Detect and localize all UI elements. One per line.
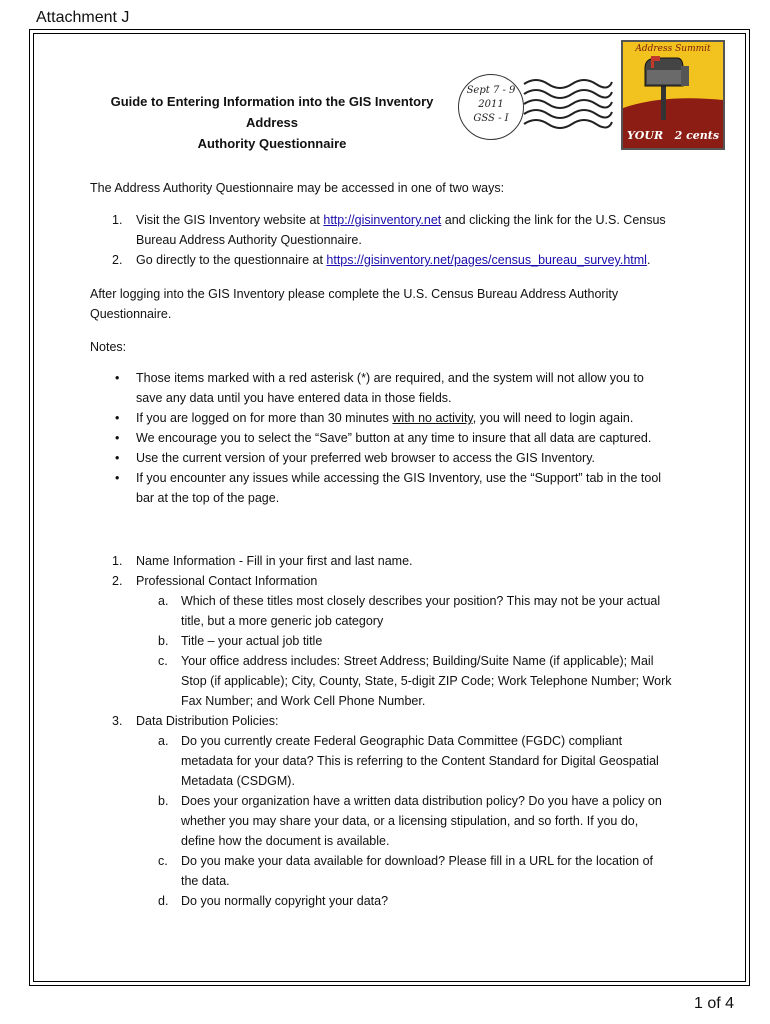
note-text: If you are logged on for more than 30 minutes: [136, 411, 393, 425]
substep-text: whether you may share your data, or a licensing stipulation, and so forth. If you do,: [181, 814, 639, 828]
substep-text: define how the document is available.: [181, 834, 390, 848]
list-item: [90, 428, 690, 448]
data-policies-step: [90, 711, 690, 731]
note-emphasis: with no activity: [392, 411, 473, 425]
paragraph-line: Questionnaire.: [90, 307, 172, 321]
bullet-icon: •: [115, 411, 120, 425]
substep-text: the data.: [181, 874, 230, 888]
stamp-line-3: GSS - I: [473, 113, 509, 124]
substep-text: metadata for your data? This is referring to the Content Standard for Digital Geospatial: [181, 754, 659, 768]
postmark-wave-lines: [522, 76, 614, 134]
list-item: [90, 791, 690, 851]
substep-text: Which of these titles most closely describes your position? This may not be your actual: [181, 594, 661, 608]
stamp-line-1: Sept 7 - 9: [466, 85, 516, 96]
list-item: [90, 551, 690, 571]
list-letter: b.: [158, 794, 169, 808]
list-number: 2.: [112, 253, 123, 267]
bullet-icon: •: [115, 371, 120, 385]
access-ways-list: [90, 210, 690, 270]
gisinventory-link[interactable]: http://gisinventory.net: [323, 213, 442, 227]
list-item: [90, 731, 690, 791]
list-item: [90, 631, 690, 651]
bullet-icon: •: [115, 471, 120, 485]
logo-title: Address Summit: [635, 44, 711, 54]
note-text: save any data until you have entered data in those fields.: [136, 391, 452, 405]
substep-text: Your office address includes: Street Address; Building/Suite Name (if applicable); Mail: [181, 654, 654, 668]
stamp-line-2: 2011: [478, 99, 504, 110]
list-item: [90, 210, 690, 250]
address-summit-logo: [621, 40, 725, 150]
list-item: [90, 250, 690, 270]
list-item: [90, 368, 690, 408]
mailbox-icon: [623, 56, 723, 128]
substep-text: Does your organization have a written data distribution policy? Do you have a policy on: [181, 794, 662, 808]
substep-text: Do you make your data available for download? Please fill in a URL for the location of: [181, 854, 654, 868]
list-number: 2.: [112, 574, 123, 588]
bullet-icon: •: [115, 431, 120, 445]
policies-substeps-list: [90, 731, 690, 911]
list-item: [90, 851, 690, 891]
list-letter: a.: [158, 734, 169, 748]
list-item: [90, 448, 690, 468]
list-item: [90, 468, 690, 508]
list-letter: d.: [158, 894, 169, 908]
substep-text: Do you normally copyright your data?: [181, 894, 389, 908]
page-number: 1 of 4: [693, 995, 734, 1012]
contact-substeps-list: [90, 591, 690, 711]
list-item: [90, 711, 690, 731]
intro-text: The Address Authority Questionnaire may be accessed in one of two ways:: [90, 181, 505, 195]
list-letter: a.: [158, 594, 169, 608]
note-text: Those items marked with a red asterisk (*) are required, and the system will not allow you to: [136, 371, 644, 385]
notes-label: Notes:: [90, 340, 127, 354]
note-text: If you encounter any issues while accessing the GIS Inventory, use the “Support” tab in the tool: [136, 471, 662, 485]
document-title: [90, 91, 454, 154]
way-text: Go directly to the questionnaire at: [136, 253, 327, 267]
list-number: 1.: [112, 554, 123, 568]
list-item: [90, 591, 690, 631]
substep-text: Fax Number; and Work Cell Phone Number.: [181, 694, 426, 708]
notes-list: [90, 368, 690, 508]
substep-text: Metadata (CSDGM).: [181, 774, 295, 788]
title-line-1: Guide to Entering Information into the GIS Inventory Address: [110, 94, 434, 130]
way-text: Visit the GIS Inventory website at: [136, 213, 324, 227]
title-line-2: Authority Questionnaire: [197, 136, 347, 151]
substep-text: Do you currently create Federal Geographic Data Committee (FGDC) compliant: [181, 734, 623, 748]
note-text: bar at the top of the page.: [136, 491, 280, 505]
list-item: [90, 651, 690, 711]
postmark-stamp: [458, 74, 524, 140]
list-item: [90, 408, 690, 428]
note-text: Use the current version of your preferred web browser to access the GIS Inventory.: [136, 451, 596, 465]
attachment-label: Attachment J: [36, 9, 130, 26]
list-letter: c.: [158, 854, 168, 868]
list-letter: c.: [158, 654, 168, 668]
substep-text: Title – your actual job title: [181, 634, 323, 648]
list-number: 1.: [112, 213, 123, 227]
substep-text: title, but a more generic job category: [181, 614, 384, 628]
list-item: [90, 891, 690, 911]
bullet-icon: •: [115, 451, 120, 465]
substep-text: Stop (if applicable); City, County, State, 5-digit ZIP Code; Work Telephone Number; Work: [181, 674, 672, 688]
list-number: 3.: [112, 714, 123, 728]
questionnaire-link[interactable]: https://gisinventory.net/pages/census_bureau_survey.html: [326, 253, 647, 267]
list-item: [90, 571, 690, 591]
note-text: , you will need to login again.: [472, 411, 634, 425]
step-text: Data Distribution Policies:: [136, 714, 279, 728]
step-text: Professional Contact Information: [136, 574, 318, 588]
way-text: .: [646, 253, 651, 267]
way-text: Bureau Address Authority Questionnaire.: [136, 233, 362, 247]
after-login-text: [90, 284, 690, 324]
questionnaire-steps-list: [90, 551, 690, 591]
logo-bottom-text: YOUR 2 cents: [623, 124, 723, 148]
paragraph-line: After logging into the GIS Inventory please complete the U.S. Census Bureau Address Authority: [90, 287, 619, 301]
note-text: We encourage you to select the “Save” button at any time to insure that all data are captured.: [136, 431, 652, 445]
way-text: and clicking the link for the U.S. Census: [441, 213, 666, 227]
list-letter: b.: [158, 634, 169, 648]
step-text: Name Information - Fill in your first and last name.: [136, 554, 413, 568]
